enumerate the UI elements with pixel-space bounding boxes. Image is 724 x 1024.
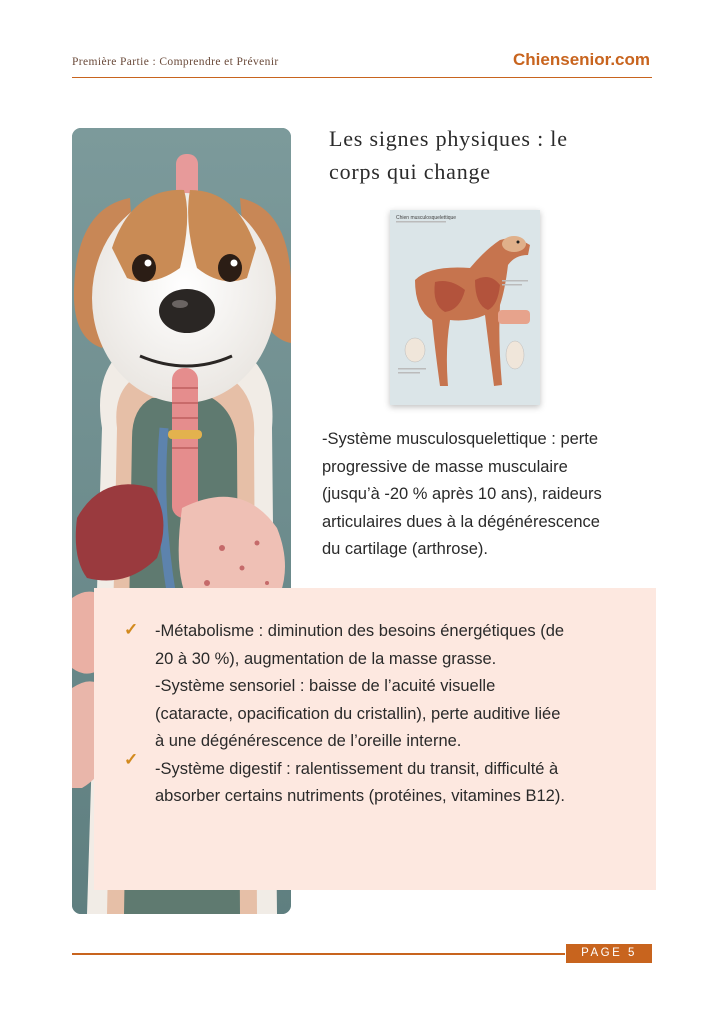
paragraph-line: -Système musculosquelettique : perte (322, 430, 599, 448)
list-line: (cataracte, opacification du cristallin), perte auditive liée (155, 704, 561, 723)
page-title (329, 122, 649, 188)
poster-heading: Chien musculosquelettique (396, 215, 457, 221)
musculoskeletal-paragraph (322, 426, 652, 564)
list-line: -Système digestif : ralentissement du transit, difficulté à (155, 759, 559, 778)
anatomy-poster-image (390, 210, 540, 405)
brand-logo: Chiensenior.com (513, 50, 650, 69)
list-line: 20 à 30 %), augmentation de la masse grasse. (155, 649, 497, 668)
footer-divider (72, 953, 565, 955)
header-divider (72, 77, 652, 78)
page-number-badge: PAGE 5 (566, 944, 652, 963)
list-line: à une dégénérescence de l’oreille interne. (155, 732, 462, 750)
title-line: corps qui change (329, 159, 491, 184)
paragraph-line: progressive de masse musculaire (322, 457, 568, 476)
list-line: -Métabolisme : diminution des besoins énergétiques (de (155, 622, 565, 640)
highlight-list (155, 618, 645, 811)
paragraph-line: articulaires dues à la dégénérescence (322, 512, 600, 531)
check-icon: ✓ (124, 750, 139, 769)
check-icon: ✓ (124, 620, 139, 639)
list-line: absorber certains nutriments (protéines, vitamines B12). (155, 787, 565, 805)
list-line: -Système sensoriel : baisse de l’acuité visuelle (155, 677, 496, 695)
title-line: Les signes physiques : le (329, 126, 568, 151)
header-section-label: Première Partie : Comprendre et Prévenir (72, 56, 279, 68)
paragraph-line: (jusqu’à -20 % après 10 ans), raideurs (322, 485, 602, 503)
paragraph-line: du cartilage (arthrose). (322, 540, 488, 558)
